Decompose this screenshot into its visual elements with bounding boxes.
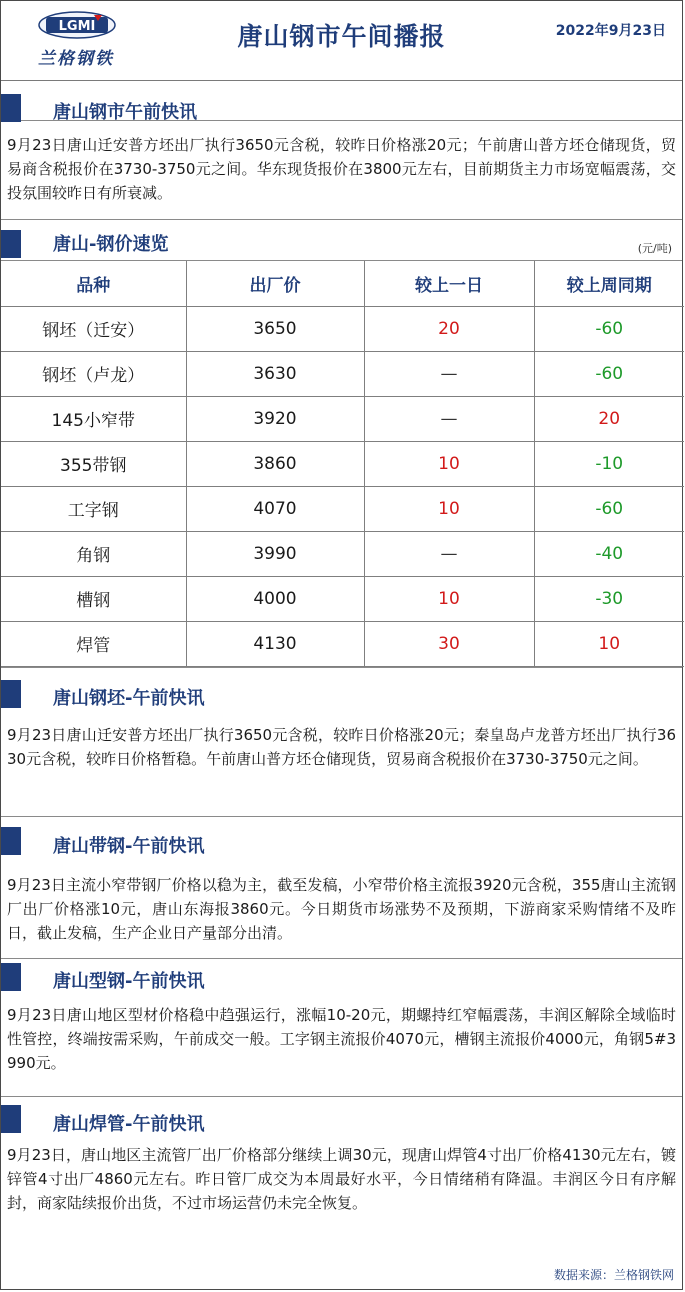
table-row — [1, 396, 684, 441]
unit-label: (元/吨) — [637, 242, 672, 255]
section-header-billet — [1, 667, 682, 711]
product-name: 钢坯（卢龙） — [1, 351, 186, 396]
factory-price: 4070 — [186, 486, 364, 531]
product-name: 145小窄带 — [1, 396, 186, 441]
section-header-pipe — [1, 1097, 682, 1141]
day-change: 10 — [364, 441, 534, 486]
logo-subtitle: 兰格钢铁 — [38, 49, 114, 69]
table-row — [1, 486, 684, 531]
report-date: 2022年9月23日 — [555, 23, 666, 39]
section-title: 唐山焊管-午前快讯 — [53, 1113, 205, 1135]
section-marker — [1, 1105, 21, 1133]
column-header: 较上一日 — [364, 261, 534, 306]
table-row — [1, 576, 684, 621]
section-marker — [1, 230, 21, 258]
table-row — [1, 531, 684, 576]
week-change: 20 — [534, 396, 684, 441]
noon-news-text: 9月23日唐山迁安普方坯出厂执行3650元含税，较昨日价格涨20元；午前唐山普方坯仓储现货，贸易商含税报价在3730-3750元之间。华东现货报价在3800元左右，目前期货主力市场宽幅震荡，交投氛围较昨日有所衰减。 — [7, 136, 676, 202]
product-name: 355带钢 — [1, 441, 186, 486]
column-header: 较上周同期 — [534, 261, 684, 306]
week-change: -40 — [534, 531, 684, 576]
factory-price: 3860 — [186, 441, 364, 486]
week-change: -10 — [534, 441, 684, 486]
section-marker — [1, 963, 21, 991]
week-change: 10 — [534, 621, 684, 666]
pipe-text: 9月23日，唐山地区主流管厂出厂价格部分继续上调30元，现唐山焊管4寸出厂价格4130元左右，镀锌管4寸出厂4860元左右。昨日管厂成交为本周最好水平，今日情绪稍有降温。丰润区今日有序解封，商家陆续报价出货，不过市场运营仍未完全恢复。 — [7, 1145, 676, 1212]
day-change: 10 — [364, 486, 534, 531]
section-header-price-table — [1, 219, 682, 261]
week-change: -60 — [534, 486, 684, 531]
product-name: 钢坯（迁安） — [1, 306, 186, 351]
section-header-strip — [1, 817, 682, 863]
page-title: 唐山钢市午间播报 — [237, 22, 446, 51]
report-header — [1, 1, 682, 81]
svg-text:LGMI: LGMI — [58, 19, 96, 34]
section-header-noon-news — [1, 81, 682, 121]
product-name: 焊管 — [1, 621, 186, 666]
factory-price: 4000 — [186, 576, 364, 621]
factory-price: 3630 — [186, 351, 364, 396]
column-header: 品种 — [1, 261, 186, 306]
week-change: -60 — [534, 306, 684, 351]
section-title: 唐山型钢-午前快讯 — [53, 970, 205, 992]
section-marker — [1, 680, 21, 708]
day-change: — — [364, 351, 534, 396]
section-steel-text: 9月23日唐山地区型材价格稳中趋强运行，涨幅10-20元，期螺持红窄幅震荡，丰润区解除全域临时性管控，终端按需采购，午前成交一般。工字钢主流报价4070元，槽钢主流报价4000元，角钢5#3990元。 — [1, 1003, 682, 1097]
table-row — [1, 351, 684, 396]
table-row — [1, 621, 684, 666]
day-change: — — [364, 396, 534, 441]
section-title: 唐山钢市午前快讯 — [53, 102, 197, 123]
factory-price: 4130 — [186, 621, 364, 666]
price-table — [1, 261, 684, 667]
day-change: — — [364, 531, 534, 576]
day-change: 20 — [364, 306, 534, 351]
week-change: -60 — [534, 351, 684, 396]
week-change: -30 — [534, 576, 684, 621]
factory-price: 3650 — [186, 306, 364, 351]
factory-price: 3990 — [186, 531, 364, 576]
day-change: 30 — [364, 621, 534, 666]
product-name: 槽钢 — [1, 576, 186, 621]
factory-price: 3920 — [186, 396, 364, 441]
product-name: 角钢 — [1, 531, 186, 576]
section-title: 唐山-钢价速览 — [53, 234, 169, 255]
table-row — [1, 306, 684, 351]
section-title: 唐山钢坯-午前快讯 — [53, 687, 205, 709]
table-row — [1, 441, 684, 486]
product-name: 工字钢 — [1, 486, 186, 531]
day-change: 10 — [364, 576, 534, 621]
section-marker — [1, 827, 21, 855]
section-header-section-steel — [1, 959, 682, 1003]
column-header: 出厂价 — [186, 261, 364, 306]
billet-text: 9月23日唐山迁安普方坯出厂执行3650元含税，较昨日价格涨20元；秦皇岛卢龙普方坯出厂执行3630元含税，较昨日价格暂稳。午前唐山普方坯仓储现货，贸易商含税报价在3730-3750元之间。 — [1, 711, 682, 817]
section-title: 唐山带钢-午前快讯 — [53, 835, 205, 857]
section-marker — [1, 94, 21, 122]
data-source: 数据来源：兰格钢铁网 — [553, 1268, 674, 1282]
strip-text: 9月23日主流小窄带钢厂价格以稳为主，截至发稿，小窄带价格主流报3920元含税，355唐山主流钢厂出厂价格涨10元，唐山东海报3860元。今日期货市场涨势不及预期，下游商家采购情绪不及昨日，截止发稿，生产企业日产量部分出清。 — [1, 863, 682, 959]
table-header-row — [1, 261, 684, 306]
